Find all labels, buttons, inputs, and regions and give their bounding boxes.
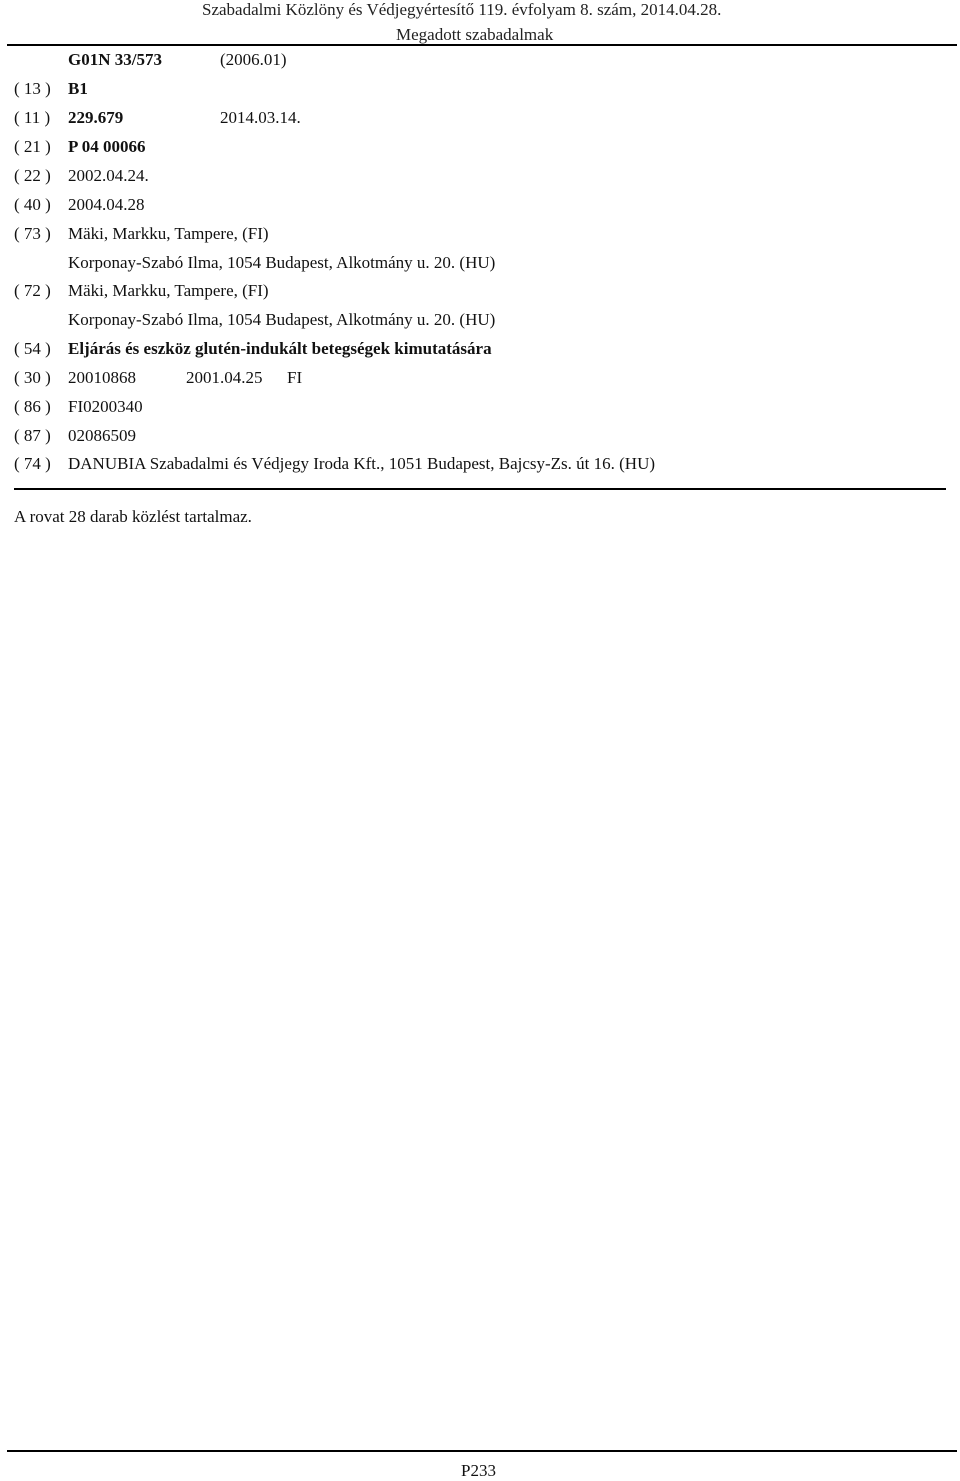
field-code: ( 13 ) <box>14 79 51 98</box>
field-code: ( 21 ) <box>14 137 51 156</box>
journal-title: Szabadalmi Közlöny és Védjegyértesítő 119. évfolyam 8. szám, 2014.04.28. <box>202 0 722 19</box>
classification-code: G01N 33/573 <box>68 50 162 69</box>
section-divider <box>14 488 946 490</box>
field-value: 229.679 <box>68 108 124 127</box>
patent-title: Eljárás és eszköz glutén-indukált betegségek kimutatására <box>68 339 492 358</box>
field-code: ( 86 ) <box>14 397 51 416</box>
field-value: 2002.04.24. <box>68 166 149 185</box>
grant-date: 2014.03.14. <box>220 108 301 127</box>
field-value: 2004.04.28 <box>68 195 145 214</box>
field-code: ( 22 ) <box>14 166 51 185</box>
field-code: ( 73 ) <box>14 224 51 243</box>
field-value: Korponay-Szabó Ilma, 1054 Budapest, Alkotmány u. 20. (HU) <box>68 310 496 329</box>
field-code: ( 54 ) <box>14 339 51 358</box>
footer-divider <box>7 1450 957 1452</box>
field-value: Mäki, Markku, Tampere, (FI) <box>68 281 269 300</box>
priority-country: FI <box>287 368 303 387</box>
field-value: B1 <box>68 79 88 98</box>
field-code: ( 30 ) <box>14 368 51 387</box>
header-divider <box>7 44 957 46</box>
field-code: ( 40 ) <box>14 195 51 214</box>
field-value: 02086509 <box>68 426 136 445</box>
field-code: ( 87 ) <box>14 426 51 445</box>
priority-date: 2001.04.25 <box>186 368 263 387</box>
field-value: Korponay-Szabó Ilma, 1054 Budapest, Alkotmány u. 20. (HU) <box>68 253 496 272</box>
classification-date: (2006.01) <box>220 50 287 69</box>
field-value: FI0200340 <box>68 397 143 416</box>
field-value: Mäki, Markku, Tampere, (FI) <box>68 224 269 243</box>
section-count-note: A rovat 28 darab közlést tartalmaz. <box>14 507 252 526</box>
field-value: DANUBIA Szabadalmi és Védjegy Iroda Kft., 1051 Budapest, Bajcsy-Zs. út 16. (HU) <box>68 454 656 473</box>
section-title: Megadott szabadalmak <box>396 25 554 44</box>
field-value: 20010868 <box>68 368 136 387</box>
field-code: ( 72 ) <box>14 281 51 300</box>
field-value: P 04 00066 <box>68 137 146 156</box>
field-code: ( 11 ) <box>14 108 51 127</box>
page-number: P233 <box>461 1461 496 1480</box>
field-code: ( 74 ) <box>14 454 51 473</box>
